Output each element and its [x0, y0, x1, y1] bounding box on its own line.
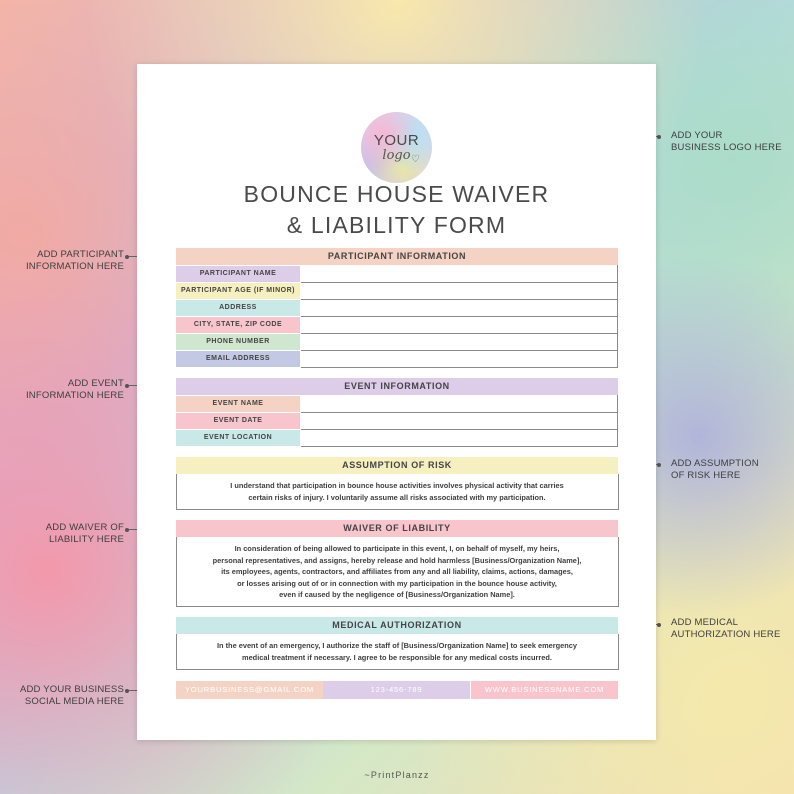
event-location-field[interactable]: [301, 430, 617, 446]
annotation-waiver: ADD WAIVER OF LIABILITY HERE: [45, 522, 124, 545]
address-field[interactable]: [301, 300, 617, 316]
footer-email[interactable]: YOURBUSINESS@GMAIL.COM: [176, 681, 323, 699]
form-title-line1: BOUNCE HOUSE WAIVER: [243, 181, 550, 207]
annotation-social: ADD YOUR BUSINESS SOCIAL MEDIA HERE: [19, 684, 124, 707]
event-heading: EVENT INFORMATION: [176, 378, 618, 395]
participant-rule: [301, 299, 618, 300]
form-title-line2: & LIABILITY FORM: [286, 212, 507, 238]
waiver-text: In consideration of being allowed to participate in this event, I, on behalf of myself, my heirs, personal representatives, and assigns, hereby release and hold harmless [Business/Organization Name], its employees, agents, contractors, and affiliates from any and all liability, claims, actions, damages, or losses arising out of or in connection with my participation in the bounce house activity, even if caused by the negligence of [Business/Organization Name].: [212, 544, 582, 599]
footer-website[interactable]: WWW.BUSINESSNAME.COM: [471, 681, 618, 699]
participant-rule: [301, 282, 618, 283]
heart-icon: ♡: [411, 154, 420, 165]
logo-text-your: YOUR: [373, 132, 420, 149]
phone-number-label: PHONE NUMBER: [176, 334, 300, 350]
email-address-field[interactable]: [301, 351, 617, 367]
event-name-field[interactable]: [301, 396, 617, 412]
address-label: ADDRESS: [176, 300, 300, 316]
risk-heading: ASSUMPTION OF RISK: [176, 457, 618, 474]
medical-text: In the event of an emergency, I authorize the staff of [Business/Organization Name] to seek emergency medical treatment if necessary. I agree to be responsible for any medical costs incurred.: [216, 641, 578, 662]
participant-heading: PARTICIPANT INFORMATION: [176, 248, 618, 265]
event-border-right: [617, 395, 618, 447]
participant-name-label: PARTICIPANT NAME: [176, 266, 300, 282]
phone-number-field[interactable]: [301, 334, 617, 350]
risk-text: I understand that participation in bounce house activities involves physical activity that carries certain risks of injury. I voluntarily assume all risks associated with my participation.: [230, 481, 564, 502]
logo-text-logo: logo: [382, 148, 411, 163]
city-state-zip-field[interactable]: [301, 317, 617, 333]
participant-rule: [301, 350, 618, 351]
form-page: [137, 64, 656, 740]
event-date-label: EVENT DATE: [176, 413, 300, 429]
email-address-label: EMAIL ADDRESS: [176, 351, 300, 367]
annotation-logo: ADD YOUR BUSINESS LOGO HERE: [671, 130, 782, 153]
annotation-medical: ADD MEDICAL AUTHORIZATION HERE: [671, 617, 781, 640]
participant-rule: [301, 333, 618, 334]
participant-rule: [301, 316, 618, 317]
participant-age-label: PARTICIPANT AGE (IF MINOR): [176, 283, 300, 299]
annotation-participant: ADD PARTICIPANT INFORMATION HERE: [25, 249, 124, 272]
annotation-event: ADD EVENT INFORMATION HERE: [25, 378, 124, 401]
medical-heading: MEDICAL AUTHORIZATION: [176, 617, 618, 634]
annotation-risk: ADD ASSUMPTION OF RISK HERE: [671, 458, 759, 481]
event-rule: [301, 429, 618, 430]
event-location-label: EVENT LOCATION: [176, 430, 300, 446]
event-name-label: EVENT NAME: [176, 396, 300, 412]
participant-rule: [301, 367, 618, 368]
footer-phone[interactable]: 123-456-789: [323, 681, 470, 699]
logo-placeholder: [361, 112, 432, 183]
brand-watermark: ~PrintPlanzz: [364, 770, 430, 780]
event-rule: [301, 412, 618, 413]
event-date-field[interactable]: [301, 413, 617, 429]
waiver-heading: WAIVER OF LIABILITY: [176, 520, 618, 537]
participant-age-field[interactable]: [301, 283, 617, 299]
participant-name-field[interactable]: [301, 266, 617, 282]
participant-border-right: [617, 265, 618, 368]
city-state-zip-label: CITY, STATE, ZIP CODE: [176, 317, 300, 333]
event-rule: [301, 446, 618, 447]
